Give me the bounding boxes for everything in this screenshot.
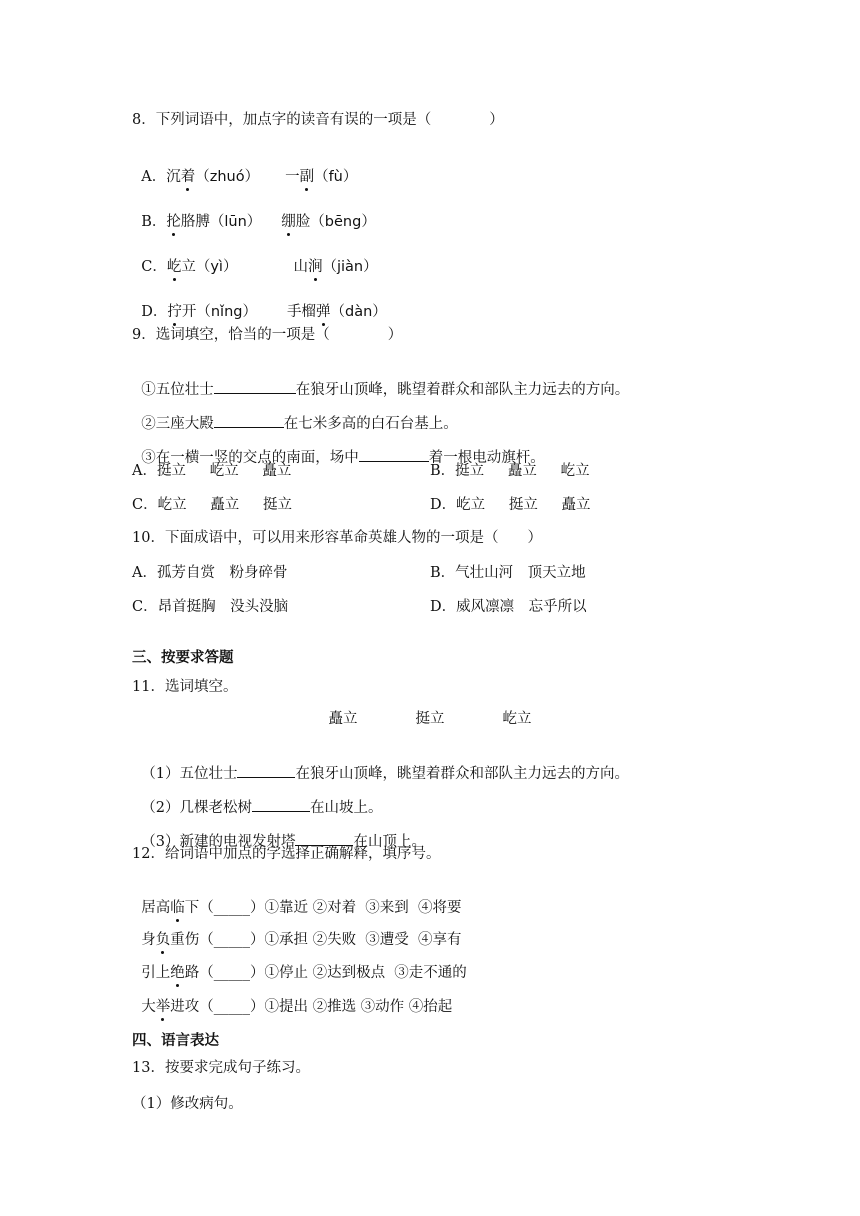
q8-option-c[interactable] <box>132 237 378 277</box>
sentence-part: （3）新建的电视发射塔 <box>141 834 296 850</box>
answer-blank[interactable]: _____ <box>213 900 250 916</box>
word-part: 一 <box>285 169 300 185</box>
pinyin: （nǐng） <box>196 304 257 320</box>
word-part: 手榴 <box>286 304 316 320</box>
dotted-char: 抡 <box>166 214 181 230</box>
q13-sub-1: （1）修改病句。 <box>132 1096 243 1112</box>
word-part: 立 <box>181 259 196 275</box>
dotted-char: 弹 <box>315 304 331 320</box>
paren-close: ） <box>249 932 265 948</box>
paren-close: ） <box>249 900 265 916</box>
dotted-char: 举 <box>155 999 171 1015</box>
paren-close: ） <box>249 999 265 1015</box>
q11-word-bank: 矗立 挺立 屹立 <box>328 711 532 727</box>
sentence-part: 着一根电动旗杆。 <box>428 450 545 466</box>
word-part: 大 <box>141 999 156 1015</box>
q9-option-b[interactable]: B．挺立 矗立 屹立 <box>430 463 590 479</box>
fill-blank[interactable] <box>214 413 284 428</box>
dotted-char: 屹 <box>166 259 182 275</box>
q10-option-c[interactable]: C．昂首挺胸 没头没脑 <box>132 599 289 615</box>
sentence-part: 在山顶上。 <box>353 834 426 850</box>
pinyin: （zhuó） <box>195 169 260 185</box>
answer-blank[interactable]: _____ <box>213 999 250 1015</box>
word-part: 开 <box>181 304 197 320</box>
sentence-part: （2）几棵老松树 <box>141 800 252 816</box>
q9-option-d[interactable]: D．屹立 挺立 矗立 <box>430 497 591 513</box>
option-label: D． <box>141 304 168 320</box>
sentence-part: 在七米多高的白石台基上。 <box>283 416 458 432</box>
q12-row-4 <box>132 977 452 1017</box>
pinyin: （bēng） <box>310 214 376 230</box>
pinyin: （lūn） <box>209 214 262 230</box>
q13-stem: 13．按要求完成句子练习。 <box>132 1060 310 1076</box>
q9-option-a[interactable]: A．挺立 屹立 矗立 <box>132 463 292 479</box>
word-part: 身 <box>141 932 156 948</box>
q11-stem: 11．选词填空。 <box>132 679 238 695</box>
pinyin: （fù） <box>314 169 358 185</box>
q10-option-a[interactable]: A．孤芳自赏 粉身碎骨 <box>132 565 288 581</box>
sentence-part: 在狼牙山顶峰，眺望着群众和部队主力远去的方向。 <box>295 766 629 782</box>
word-part: 脸 <box>295 214 311 230</box>
q8-stem: 8．下列词语中，加点字的读音有误的一项是（ ） <box>132 112 504 128</box>
sentence-part: 在山坡上。 <box>309 800 383 816</box>
dotted-char: 着 <box>180 169 196 185</box>
fill-blank[interactable] <box>359 447 429 462</box>
word-part: 路 <box>184 965 200 981</box>
option-label: C． <box>141 259 167 275</box>
option-label: B． <box>141 214 167 230</box>
pinyin: （dàn） <box>330 304 387 320</box>
word-part: 进攻 <box>170 999 200 1015</box>
q9-stem: 9．选词填空，恰当的一项是（ ） <box>132 327 403 343</box>
pinyin: （yì） <box>195 259 238 275</box>
paren-open: （ <box>199 932 214 948</box>
fill-blank[interactable] <box>237 763 295 778</box>
q10-option-b[interactable]: B．气壮山河 顶天立地 <box>430 565 586 581</box>
word-part: 下 <box>184 900 200 916</box>
sentence-part: ③在一横一竖的交点的南面，场中 <box>141 450 359 466</box>
word-part: 居高 <box>141 900 171 916</box>
q8-option-d[interactable] <box>132 282 387 322</box>
q10-stem: 10．下面成语中，可以用来形容革命英雄人物的一项是（ ） <box>132 530 542 546</box>
dotted-char: 拧 <box>167 304 182 320</box>
paren-open: （ <box>199 900 214 916</box>
pinyin: （jiàn） <box>322 259 378 275</box>
section-heading-4: 四、语言表达 <box>132 1033 219 1049</box>
fill-blank[interactable] <box>252 797 310 812</box>
sentence-part: ②三座大殿 <box>141 416 214 432</box>
answer-blank[interactable]: _____ <box>213 965 250 981</box>
paren-open: （ <box>199 999 214 1015</box>
dotted-char: 绷 <box>281 214 296 230</box>
choices: ①靠近 ②对着 ③来到 ④将要 <box>264 900 462 916</box>
dotted-char: 涧 <box>307 259 323 275</box>
q12-stem: 12．给词语中加点的字选择正确解释，填序号。 <box>132 846 441 862</box>
q8-option-b[interactable] <box>132 192 376 232</box>
choices: ①停止 ②达到极点 ③走不通的 <box>264 965 467 981</box>
q8-option-a[interactable] <box>132 147 357 187</box>
sentence-part: （1）五位壮士 <box>141 766 238 782</box>
word-part: 引上 <box>141 965 171 981</box>
sentence-part: 在狼牙山顶峰，眺望着群众和部队主力远去的方向。 <box>295 382 630 398</box>
dotted-char: 副 <box>299 169 315 185</box>
choices: ①承担 ②失败 ③遭受 ④享有 <box>264 932 462 948</box>
word-part: 胳膊 <box>180 214 210 230</box>
answer-blank[interactable]: _____ <box>213 932 250 948</box>
word-part: 重伤 <box>170 932 200 948</box>
option-label: A． <box>141 169 167 185</box>
dotted-char: 负 <box>155 932 171 948</box>
dotted-char: 临 <box>170 900 185 916</box>
word-part: 山 <box>293 259 308 275</box>
dotted-char: 绝 <box>170 965 185 981</box>
section-heading-3: 三、按要求答题 <box>132 650 234 666</box>
paren-open: （ <box>199 965 214 981</box>
q9-option-c[interactable]: C．屹立 矗立 挺立 <box>132 497 293 513</box>
choices: ①提出 ②推选 ③动作 ④抬起 <box>264 999 453 1015</box>
word-part: 沉 <box>166 169 181 185</box>
fill-blank[interactable] <box>214 379 296 394</box>
paren-close: ） <box>249 965 265 981</box>
q10-option-d[interactable]: D．威风凛凛 忘乎所以 <box>430 599 587 615</box>
sentence-part: ①五位壮士 <box>141 382 214 398</box>
